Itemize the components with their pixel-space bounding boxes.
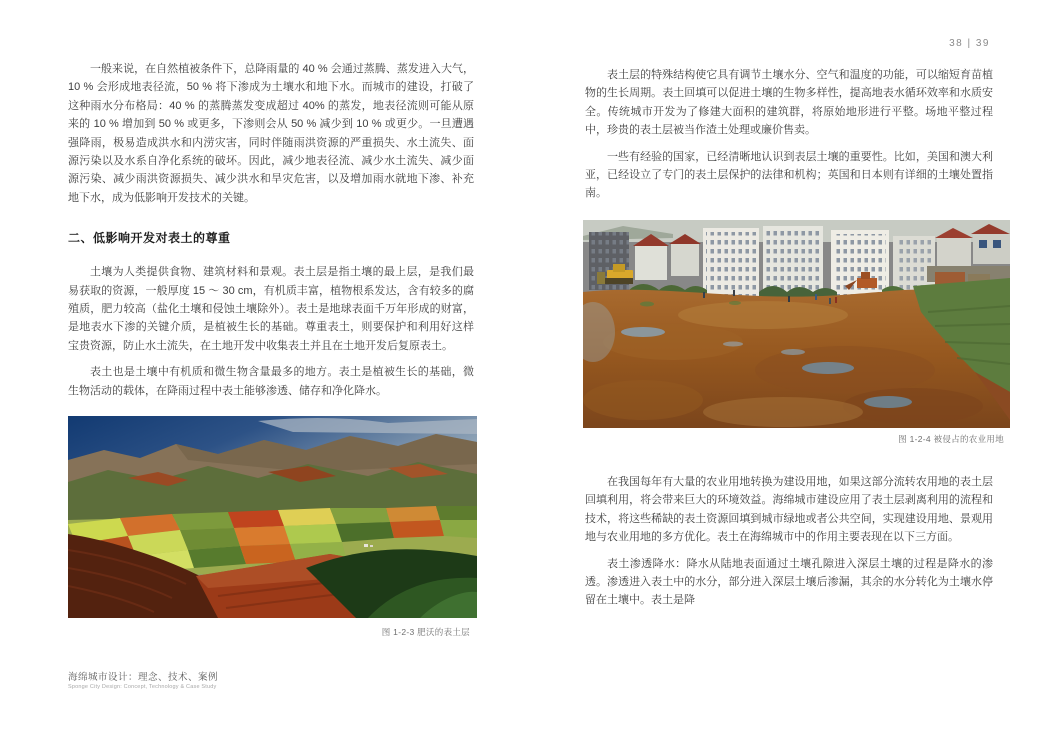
book-title-cn: 海绵城市设计：理念、技术、案例	[68, 672, 219, 683]
paragraph: 在我国每年有大量的农业用地转换为建设用地，如果这部分流转农用地的表土层回填利用，将会带来巨大的环境效益。海绵城市建设应用了表土层剥离利用的流程和技术，将这些稀缺的表土资源回填到城市绿地或者公共空间，实现建设用地、景观用地与农业用地的多方优化。表土在海绵城市中的作用主要表现在以下三方面。	[585, 476, 993, 544]
paragraph: 一些有经验的国家，已经清晰地认识到表层土壤的重要性。比如，美国和澳大利亚，已经设立了专门的表土层保护的法律和机构；英国和日本则有详细的土壤处置指南。	[585, 150, 993, 200]
construction-site-graphic	[583, 220, 1010, 428]
paragraph: 表土层的特殊结构使它具有调节土壤水分、空气和温度的功能，可以缩短育苗植物的生长周期。表土回填可以促进土壤的生物多样性，提高地表水循环效率和水质安全。传统城市开发为了修建大面积的建筑群，将原始地形进行平整。场地平整过程中，珍贵的表土层被当作渣土处理或廉价售卖。	[585, 69, 993, 137]
page-numbers: 38 | 39	[949, 38, 990, 49]
figure-caption: 图 1-2-3 肥沃的表土层	[381, 627, 470, 637]
left-page-text-column	[68, 60, 474, 400]
farmland-landscape-graphic	[68, 416, 477, 618]
paragraph: 一般来说，在自然植被条件下，总降雨量的 40 % 会通过蒸腾、蒸发进入大气，10 % 会形成地表径流，50 % 将下渗成为土壤水和地下水。而城市的建设，打破了这种雨水分布格局：40 % 的蒸腾蒸发变成超过 40% 的蒸发，地表径流则可能从原来的 10 % 增加到 50 % 或更多，下渗则会从 50 % 减少到 10 % 或更少。一旦遭遇强降雨，极易造成洪水和内涝灾害，同时伴随雨洪资源的严重损失、水土流失、面源污染以及水系自净化系统的破坏。因此，减少地表径流、减少水土流失、减少面源污染、减少雨洪资源损失、减少洪水和旱灾危害，以及增加雨水就地下渗、补充地下水，成为低影响开发技术的关键。	[68, 63, 474, 204]
right-page-text-column-top	[585, 66, 993, 203]
figure-caption: 图 1-2-4 被侵占的农业用地	[898, 434, 1004, 444]
fertile-topsoil-photo	[68, 416, 477, 618]
right-page-text-column-bottom	[585, 473, 993, 610]
section-heading: 二、低影响开发对表土的尊重	[68, 231, 231, 246]
paragraph: 土壤为人类提供食物、建筑材料和景观。表土层是指土壤的最上层，是我们最易获取的资源，一般厚度 15 ～ 30 cm，有机质丰富，植物根系发达，含有较多的腐殖质，肥力较高（盐化土壤和侵蚀土壤除外）。表土是地球表面千万年形成的财富，是地表水下渗的关键介质，是植被生长的基础。尊重表土，则要保护和利用好这样宝贵资源，防止水土流失，在土地开发中收集表土并且在土地开发后复原表土。	[68, 266, 474, 352]
book-footer	[68, 669, 368, 690]
book-title-en: Sponge City Design: Concept, Technology & Case Study	[68, 684, 217, 690]
paragraph: 表土渗透降水：降水从陆地表面通过土壤孔隙进入深层土壤的过程是降水的渗透。渗透进入表土中的水分，部分进入深层土壤后渗漏，其余的水分转化为土壤水停留在土壤中。表土是降	[585, 557, 993, 607]
occupied-farmland-photo	[583, 220, 1010, 428]
paragraph: 表土也是土壤中有机质和微生物含量最多的地方。表土是植被生长的基础，微生物活动的载体，在降雨过程中表土能够渗透、储存和净化降水。	[68, 366, 474, 397]
